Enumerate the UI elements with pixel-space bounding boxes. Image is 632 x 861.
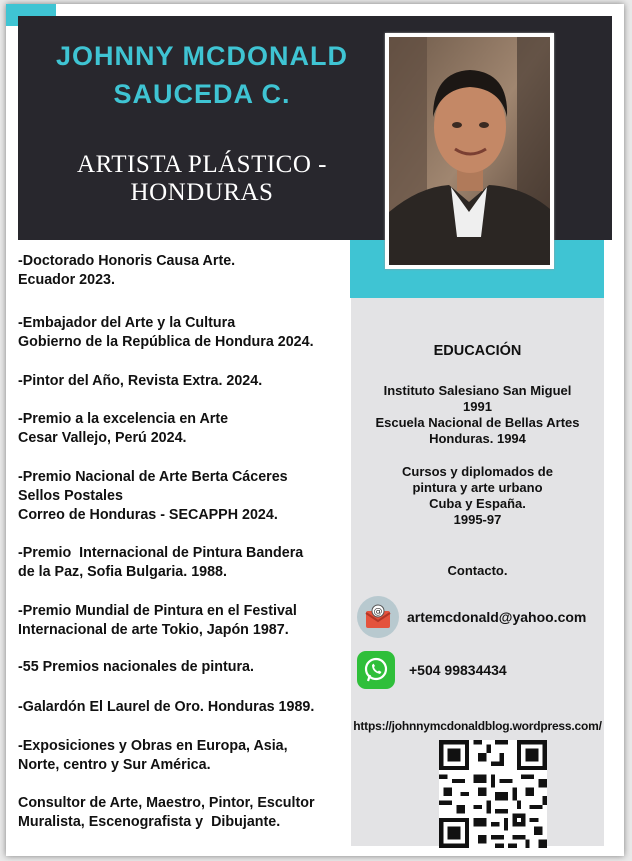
achievement-item: Consultor de Arte, Maestro, Pintor, Escultor Muralista, Escenografista y Dibujante. bbox=[18, 795, 315, 830]
blog-url[interactable]: https://johnnymcdonaldblog.wordpress.com/ bbox=[353, 719, 602, 733]
artist-name-line2: SAUCEDA C. bbox=[113, 79, 291, 109]
svg-text:@: @ bbox=[373, 607, 383, 617]
contact-title: Contacto. bbox=[447, 563, 508, 578]
education-line: Escuela Nacional de Bellas Artes bbox=[375, 415, 580, 430]
achievement-item: -Premio Internacional de Pintura Bandera de la Paz, Sofia Bulgaria. 1988. bbox=[18, 545, 304, 580]
email-icon bbox=[357, 596, 399, 638]
qr-code[interactable] bbox=[439, 740, 547, 848]
achievement-item: -55 Premios nacionales de pintura. bbox=[18, 659, 254, 675]
education-line: Honduras. 1994 bbox=[429, 431, 526, 446]
achievement-item: -Premio a la excelencia en Arte Cesar Vallejo, Perú 2024. bbox=[18, 411, 229, 446]
email-link[interactable]: artemcdonald@yahoo.com bbox=[407, 609, 587, 625]
education-title: EDUCACIÓN bbox=[433, 343, 522, 359]
portrait-frame bbox=[385, 33, 554, 269]
education-block-1 bbox=[351, 383, 604, 447]
education-block-2 bbox=[351, 464, 604, 528]
email-row bbox=[357, 596, 586, 638]
education-line: pintura y arte urbano bbox=[412, 480, 543, 495]
portrait-photo bbox=[389, 37, 550, 265]
phone-number[interactable]: +504 99834434 bbox=[409, 662, 507, 678]
education-line: Instituto Salesiano San Miguel bbox=[383, 383, 572, 398]
achievement-item: -Galardón El Laurel de Oro. Honduras 1989. bbox=[18, 699, 315, 715]
achievement-item: -Doctorado Honoris Causa Arte. Ecuador 2023. bbox=[18, 253, 236, 288]
achievement-item: -Pintor del Año, Revista Extra. 2024. bbox=[18, 373, 263, 389]
phone-row bbox=[357, 651, 507, 689]
achievement-item: -Exposiciones y Obras en Europa, Asia, Norte, centro y Sur América. bbox=[18, 738, 288, 773]
achievement-item: -Embajador del Arte y la Cultura Gobierno de la República de Hondura 2024. bbox=[18, 315, 314, 350]
whatsapp-icon bbox=[357, 651, 395, 689]
artist-name-line1: JOHNNY MCDONALD bbox=[55, 41, 348, 71]
education-line: Cursos y diplomados de bbox=[402, 464, 553, 479]
education-line: Cuba y España. bbox=[429, 496, 526, 511]
education-line: 1995-97 bbox=[453, 512, 502, 527]
achievement-item: -Premio Mundial de Pintura en el Festival Internacional de arte Tokio, Japón 1987. bbox=[18, 603, 297, 638]
education-line: 1991 bbox=[463, 399, 492, 414]
achievement-item: -Premio Nacional de Arte Berta Cáceres Sellos Postales Correo de Honduras - SECAPPH 2024. bbox=[18, 469, 288, 523]
artist-subtitle: ARTISTA PLÁSTICO - HONDURAS bbox=[77, 151, 327, 206]
